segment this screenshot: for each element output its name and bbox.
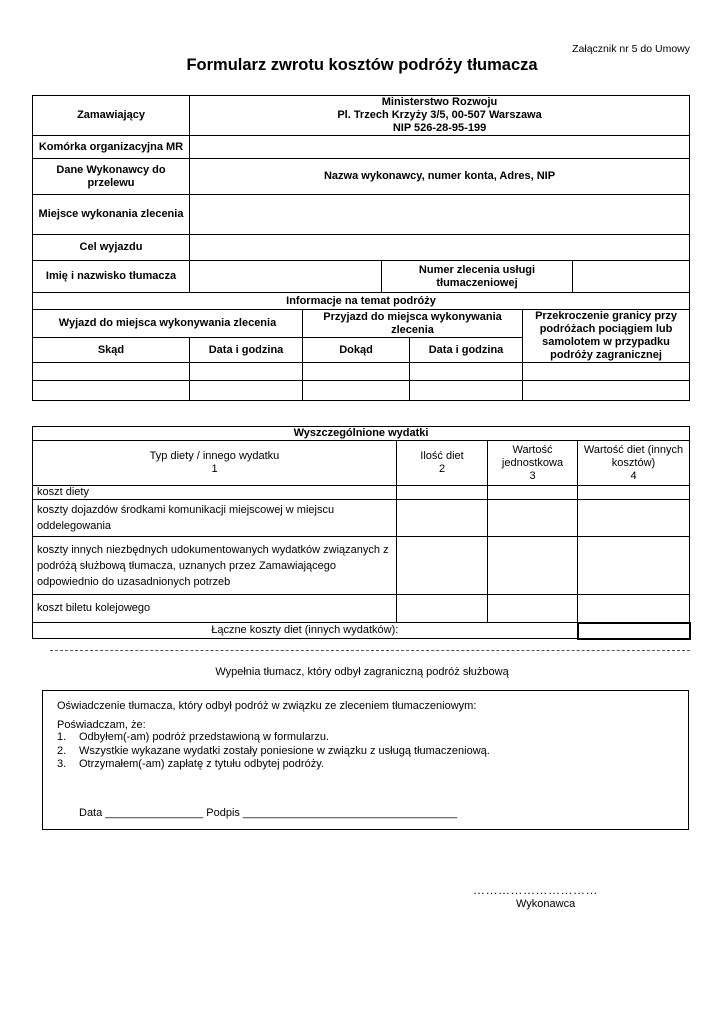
diet-value-cell[interactable]: [578, 486, 690, 500]
list-item: [57, 745, 490, 759]
arrival-header: Przyjazd do miejsca wykonywania zlecenia: [303, 310, 523, 338]
annex-note: Załącznik nr 5 do Umowy: [572, 43, 690, 55]
list-item-text: Otrzymałem(-am) zapłatę z tytułu odbytej podróży.: [79, 758, 324, 770]
contractor-field[interactable]: Nazwa wykonawcy, numer konta, Adres, NIP: [190, 159, 690, 195]
expenses-table: [32, 426, 691, 640]
arrival-datetime-cell[interactable]: [410, 381, 523, 401]
list-item-number: 3.: [57, 758, 67, 770]
diet-value-cell[interactable]: [578, 500, 690, 537]
list-item: [57, 758, 490, 772]
list-item-number: 1.: [57, 731, 67, 743]
departure-datetime-cell[interactable]: [190, 363, 303, 381]
unit-value-header: [488, 441, 578, 486]
arrival-datetime-header: Data i godzina: [410, 338, 523, 363]
to-header: Dokąd: [303, 338, 410, 363]
departure-datetime-cell[interactable]: [190, 381, 303, 401]
order-number-label: Numer zlecenia usługi tłumaczeniowej: [382, 261, 573, 293]
departure-header: Wyjazd do miejsca wykonywania zlecenia: [33, 310, 303, 338]
expense-type-header: [33, 441, 397, 486]
border-cell[interactable]: [523, 381, 690, 401]
unit-value-cell[interactable]: [488, 500, 578, 537]
expense-type-number: 1: [211, 463, 218, 475]
border-cell[interactable]: [523, 363, 690, 381]
order-number-field[interactable]: [573, 261, 690, 293]
diet-count-cell[interactable]: [397, 500, 488, 537]
trip-info-table: [32, 95, 690, 401]
date-signature-line: [79, 807, 457, 819]
expense-type-cell: koszt biletu kolejowego: [33, 595, 397, 623]
contractor-signature-line[interactable]: …………………………: [473, 883, 598, 897]
table-row: [33, 486, 690, 500]
declaration-certify: Poświadczam, że:: [57, 719, 146, 731]
unit-value-number: 3: [529, 469, 536, 482]
arrival-datetime-cell[interactable]: [410, 363, 523, 381]
list-item-text: Wszystkie wykazane wydatki zostały poniesione w związku z usługą tłumaczeniową.: [79, 744, 490, 757]
purpose-label: Cel wyjazdu: [33, 235, 190, 261]
signature-label: Podpis: [206, 807, 240, 819]
client-name: Ministerstwo Rozwoju: [381, 96, 498, 108]
declaration-intro: Oświadczenie tłumacza, który odbył podróż w związku ze zleceniem tłumaczeniowym:: [57, 700, 477, 712]
fill-instruction: Wypełnia tłumacz, który odbył zagraniczną podróż służbową: [215, 666, 509, 678]
diet-value-cell[interactable]: [578, 537, 690, 595]
diet-count-number: 2: [438, 463, 446, 475]
total-value-field[interactable]: [578, 623, 690, 639]
border-crossing-header: Przekroczenie granicy przy podróżach pociągiem lub samolotem w przypadku podróży zagranicznej: [523, 310, 690, 363]
signature-field[interactable]: ___________________________________: [242, 807, 458, 819]
translator-name-field[interactable]: [190, 261, 382, 293]
table-row: [33, 500, 690, 537]
from-cell[interactable]: [33, 363, 190, 381]
unit-value-cell[interactable]: [488, 595, 578, 623]
expense-type-label: Typ diety / innego wydatku: [149, 450, 280, 462]
diet-count-cell[interactable]: [397, 486, 488, 500]
client-nip: NIP 526-28-95-199: [392, 122, 487, 134]
place-field[interactable]: [190, 195, 690, 235]
unit-value-label: Wartość jednostkowa: [501, 443, 564, 469]
diet-value-header: [578, 441, 690, 486]
expense-type-cell: koszty dojazdów środkami komunikacji miejscowej w miejscu oddelegowania: [33, 500, 397, 537]
unit-value-cell[interactable]: [488, 537, 578, 595]
expense-type-cell: koszt diety: [33, 486, 397, 500]
client-address: Pl. Trzech Krzyży 3/5, 00-507 Warszawa: [337, 109, 542, 121]
unit-value-cell[interactable]: [488, 486, 578, 500]
table-row: [33, 595, 690, 623]
org-unit-field[interactable]: [190, 136, 690, 159]
contractor-label: Dane Wykonawcy do przelewu: [33, 159, 190, 195]
date-field[interactable]: ________________: [105, 807, 204, 819]
diet-count-cell[interactable]: [397, 595, 488, 623]
to-cell[interactable]: [303, 381, 410, 401]
from-header: Skąd: [33, 338, 190, 363]
declaration-list: [57, 731, 490, 772]
expense-type-cell: koszty innych niezbędnych udokumentowanych wydatków związanych z podróżą służbową tłumacza, uznanych przez Zamawiającego odpowiednio do uzasadnionych potrzeb: [33, 537, 397, 595]
table-row: [33, 381, 690, 401]
list-item: [57, 731, 490, 745]
to-cell[interactable]: [303, 363, 410, 381]
place-label: Miejsce wykonania zlecenia: [33, 195, 190, 235]
form-title: Formularz zwrotu kosztów podróży tłumacza: [186, 56, 538, 74]
travel-info-header: Informacje na temat podróży: [33, 293, 690, 310]
date-label: Data: [79, 807, 103, 819]
list-item-number: 2.: [57, 744, 67, 757]
purpose-field[interactable]: [190, 235, 690, 261]
diet-count-header: [397, 441, 488, 486]
table-row: [33, 537, 690, 595]
contractor-signature-label: Wykonawca: [516, 898, 576, 910]
diet-value-label: Wartość diet (innych kosztów): [583, 443, 684, 469]
table-row: [33, 363, 690, 381]
diet-count-cell[interactable]: [397, 537, 488, 595]
diet-value-number: 4: [630, 469, 637, 482]
expenses-header: Wyszczególnione wydatki: [33, 427, 690, 441]
translator-name-label: Imię i nazwisko tłumacza: [33, 261, 190, 293]
cut-line-divider: [50, 650, 690, 651]
client-value: [190, 96, 690, 136]
diet-value-cell[interactable]: [578, 595, 690, 623]
declaration-box: [42, 690, 689, 830]
from-cell[interactable]: [33, 381, 190, 401]
total-label: Łączne koszty diet (innych wydatków):: [33, 623, 578, 639]
org-unit-label: Komórka organizacyjna MR: [33, 136, 190, 159]
list-item-text: Odbyłem(-am) podróż przedstawioną w formularzu.: [79, 731, 330, 743]
client-label: Zamawiający: [33, 96, 190, 136]
diet-count-label: Ilość diet: [420, 450, 464, 462]
departure-datetime-header: Data i godzina: [190, 338, 303, 363]
